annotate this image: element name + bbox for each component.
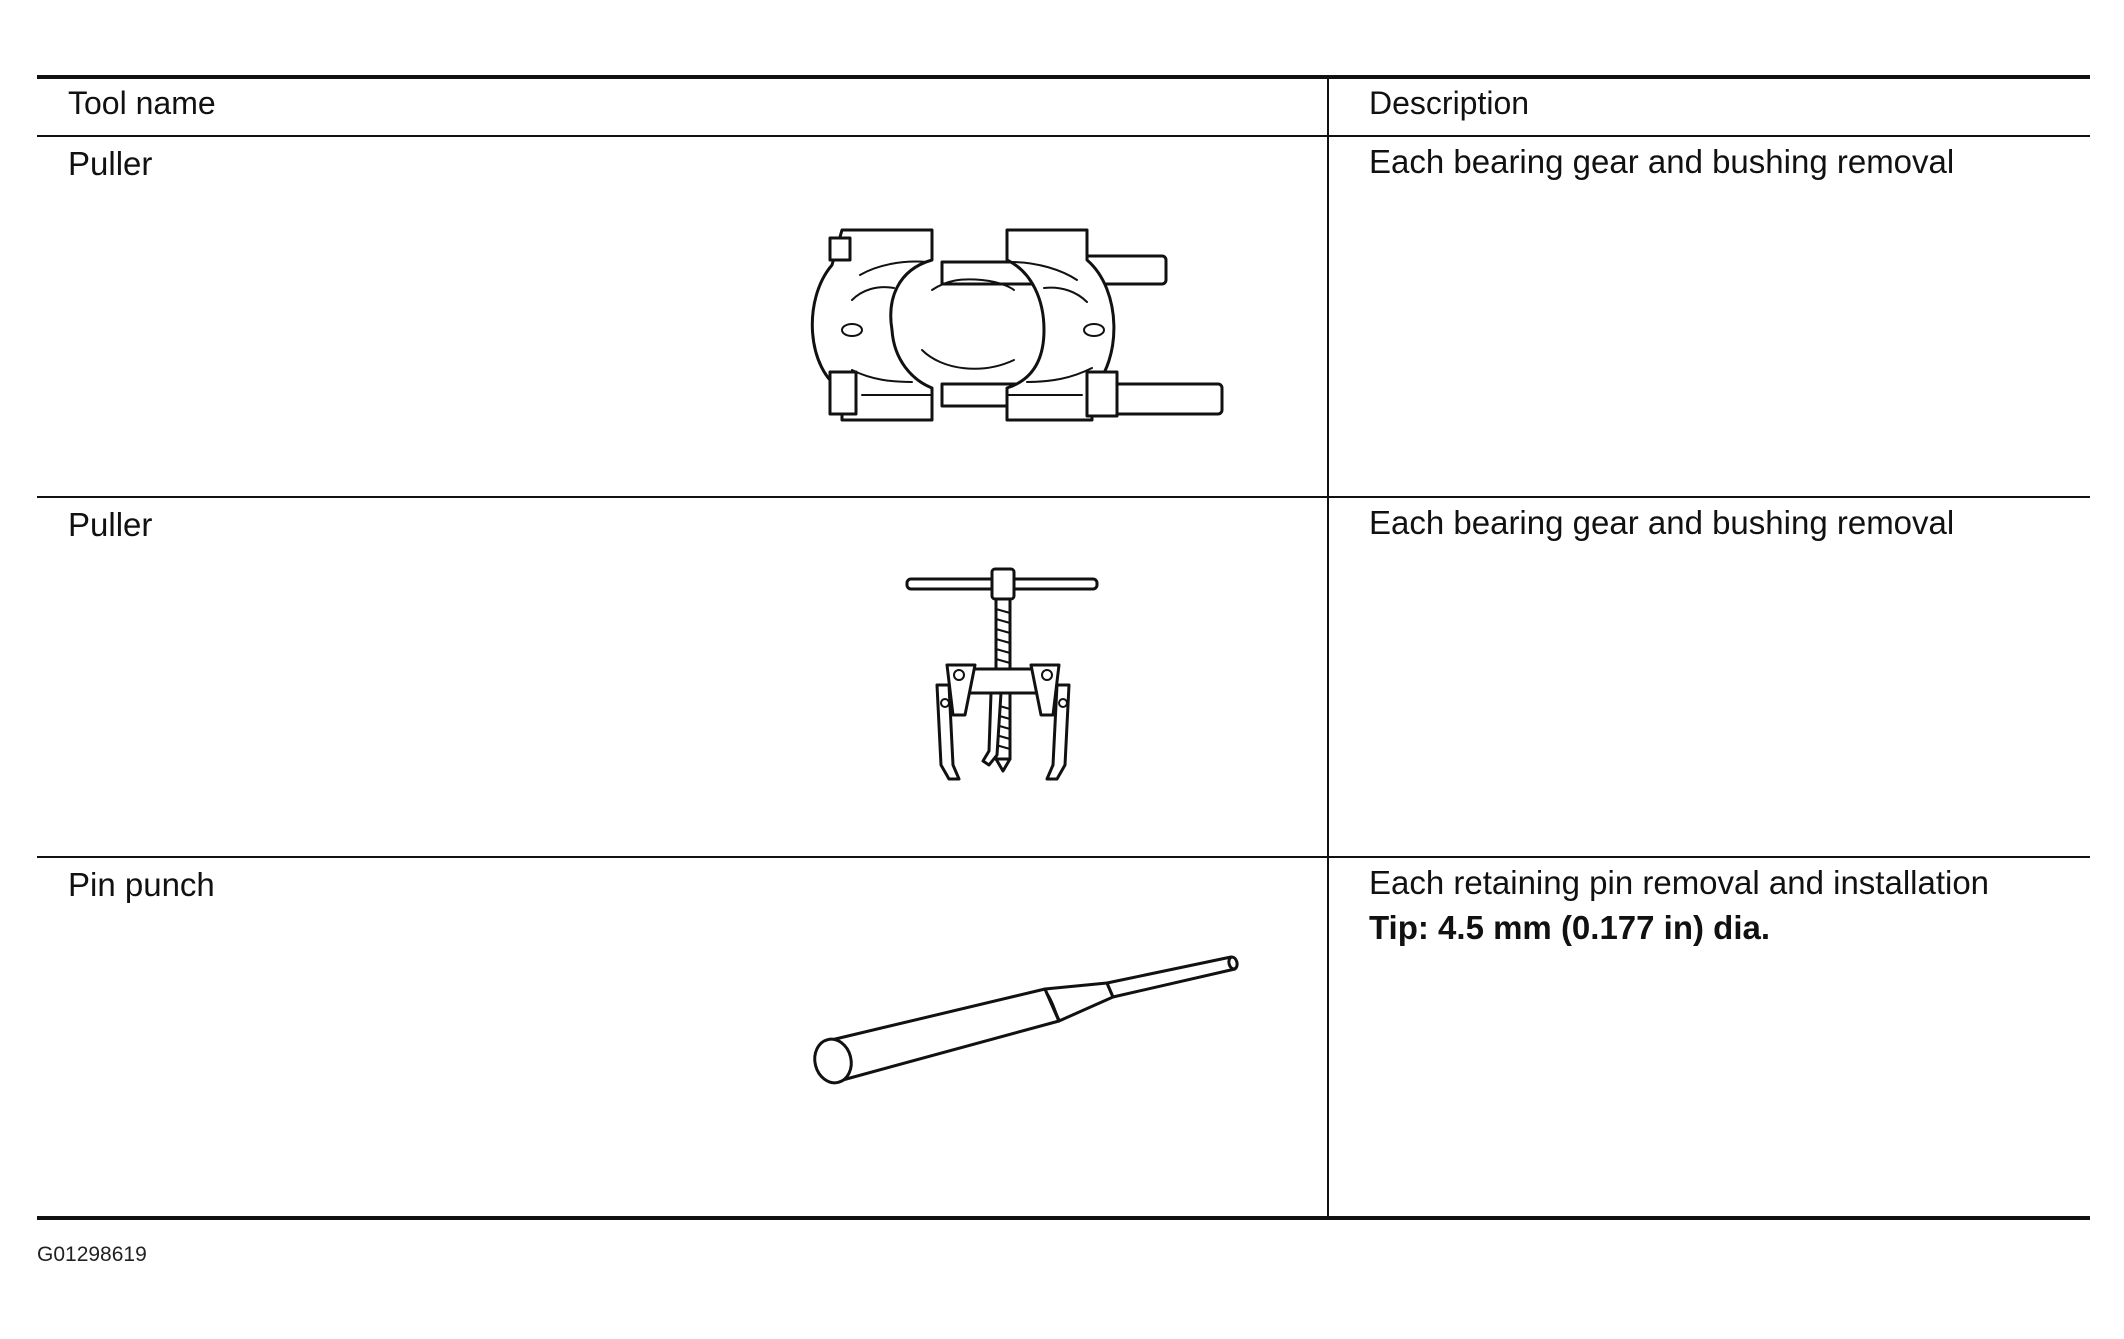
description-cell (1369, 500, 1954, 545)
description-text: Each bearing gear and bushing removal (1369, 504, 1955, 541)
bearing-separator-puller-icon (782, 220, 1262, 450)
table-bottom-rule (37, 1216, 2090, 1220)
tool-name-cell: Puller (68, 145, 153, 182)
jaw-puller-icon (897, 565, 1157, 795)
row-divider (37, 496, 2090, 498)
figure-caption: G01298619 (37, 1243, 147, 1266)
header-description: Description (1369, 85, 1530, 121)
description-cell (1369, 139, 1954, 184)
tool-name-cell: Pin punch (68, 866, 215, 903)
tip-text: Tip: 4.5 mm (0.177 in) dia. (1369, 909, 1771, 946)
column-divider (1327, 77, 1329, 1217)
description-cell (1369, 860, 1989, 950)
table-header-rule (37, 135, 2090, 137)
table-top-rule (37, 75, 2090, 79)
pin-punch-icon (797, 955, 1247, 1105)
header-tool-name: Tool name (68, 85, 216, 121)
description-text: Each bearing gear and bushing removal (1369, 143, 1955, 180)
description-text: Each retaining pin removal and installation (1369, 864, 1990, 901)
tool-name-cell: Puller (68, 506, 153, 543)
row-divider (37, 856, 2090, 858)
special-tools-table (37, 75, 2090, 1221)
